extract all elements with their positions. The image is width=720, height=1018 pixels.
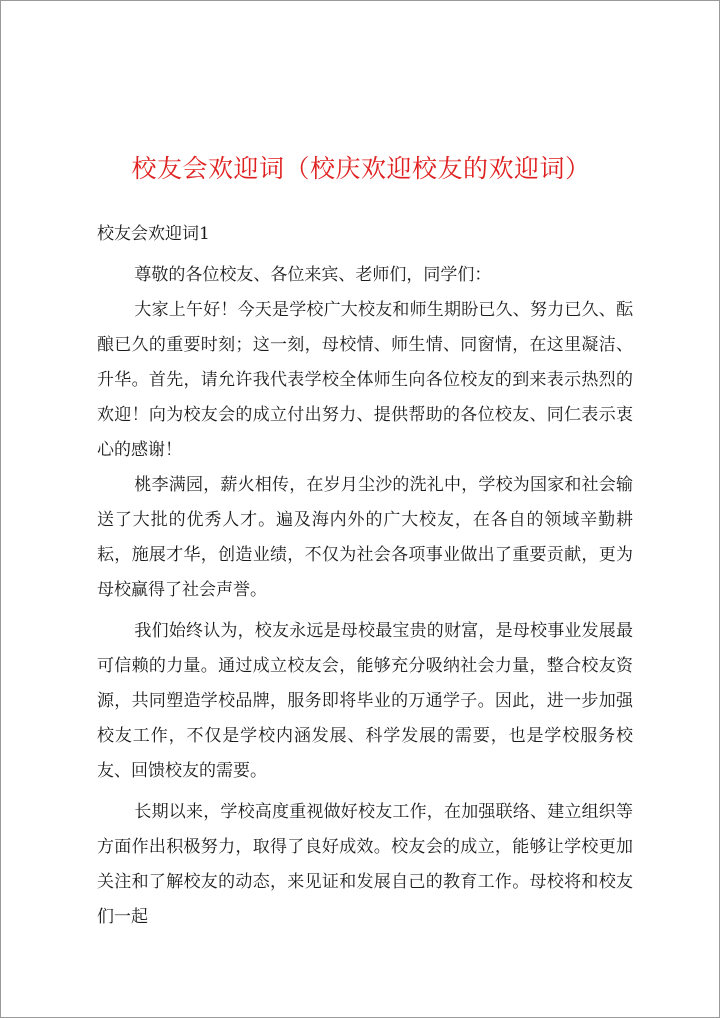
paragraph-welcome: 大家上午好！今天是学校广大校友和师生期盼已久、努力已久、酝酿已久的重要时刻；这一刻，母校情、师生情、同窗情，在这里凝洁、升华。首先，请允许我代表学校全体师生向各位校友的到来表示热烈的欢迎！向为校友会的成立付出努力、提供帮助的各位校友、同仁表示衷心的感谢！ xyxy=(97,300,633,460)
document-body xyxy=(97,217,633,935)
paragraph-alumni-achievements: 桃李满园，薪火相传，在岁月尘沙的洗礼中，学校为国家和社会输送了大批的优秀人才。遍及海内外的广大校友，在各自的领域辛勤耕耘，施展才华，创造业绩，不仅为社会各项事业做出了重要贡献，更为母校赢得了社会声誉。 xyxy=(97,475,633,600)
paragraph-school-efforts: 长期以来，学校高度重视做好校友工作，在加强联络、建立组织等方面作出积极努力，取得了良好成效。校友会的成立，能够让学校更加关注和了解校友的动态，来见证和发展自己的教育工作。母校将和校友们一起 xyxy=(97,802,633,927)
document-title: 校友会欢迎词（校庆欢迎校友的欢迎词） xyxy=(131,154,591,183)
section-heading: 校友会欢迎词1 xyxy=(97,224,210,244)
paragraph-alumni-value: 我们始终认为，校友永远是母校最宝贵的财富，是母校事业发展最可信赖的力量。通过成立校友会，能够充分吸纳社会力量，整合校友资源，共同塑造学校品牌，服务即将毕业的万通学子。因此，进一步加强校友工作，不仅是学校内涵发展、科学发展的需要，也是学校服务校友、回馈校友的需要。 xyxy=(97,621,633,781)
paragraph-salutation: 尊敬的各位校友、各位来宾、老师们，同学们： xyxy=(134,265,492,285)
